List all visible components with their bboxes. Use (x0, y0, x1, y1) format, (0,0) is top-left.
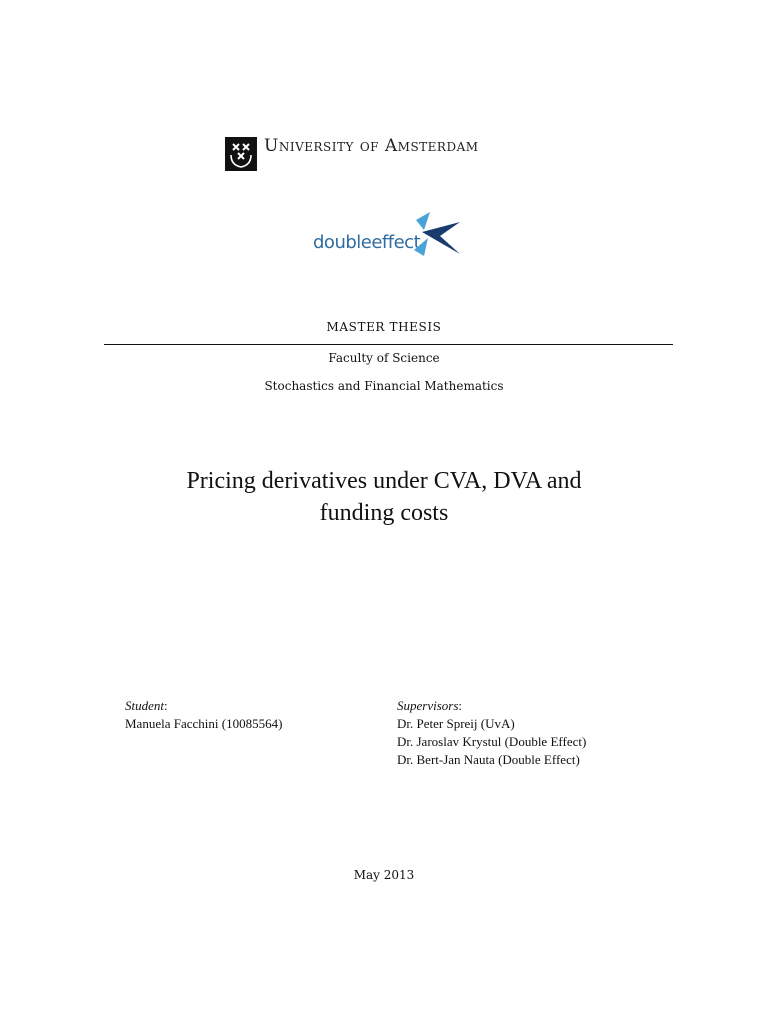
company-name: doubleeffect (313, 232, 421, 253)
student-heading-colon: : (164, 698, 168, 713)
supervisors-heading: Supervisors (397, 698, 459, 713)
programme: Stochastics and Financial Mathematics (264, 379, 504, 393)
student-block (125, 697, 282, 733)
student-heading: Student (125, 698, 164, 713)
student-name: Manuela Facchini (10085564) (125, 716, 283, 731)
university-name: University of Amsterdam (264, 136, 479, 156)
supervisor-name: Dr. Jaroslav Krystul (Double Effect) (397, 734, 587, 749)
double-effect-logo (310, 208, 465, 258)
student-heading-line (125, 697, 282, 715)
supervisors-heading-line (397, 697, 586, 715)
thesis-title-line-2: funding costs (319, 500, 449, 526)
thesis-type: MASTER THESIS (326, 320, 442, 334)
uva-crest-icon (225, 137, 257, 171)
thesis-title (0, 465, 768, 529)
supervisors-heading-colon: : (458, 698, 463, 713)
supervisor-name: Dr. Peter Spreij (UvA) (397, 716, 515, 731)
university-of-amsterdam-logo (222, 134, 512, 174)
supervisor-name: Dr. Bert-Jan Nauta (Double Effect) (397, 752, 580, 767)
submission-date: May 2013 (353, 868, 415, 882)
horizontal-rule (104, 344, 673, 345)
supervisors-block (397, 697, 586, 769)
double-effect-arrow-icon (410, 210, 462, 256)
thesis-title-line-1: Pricing derivatives under CVA, DVA and (186, 468, 582, 494)
faculty: Faculty of Science (328, 351, 440, 365)
